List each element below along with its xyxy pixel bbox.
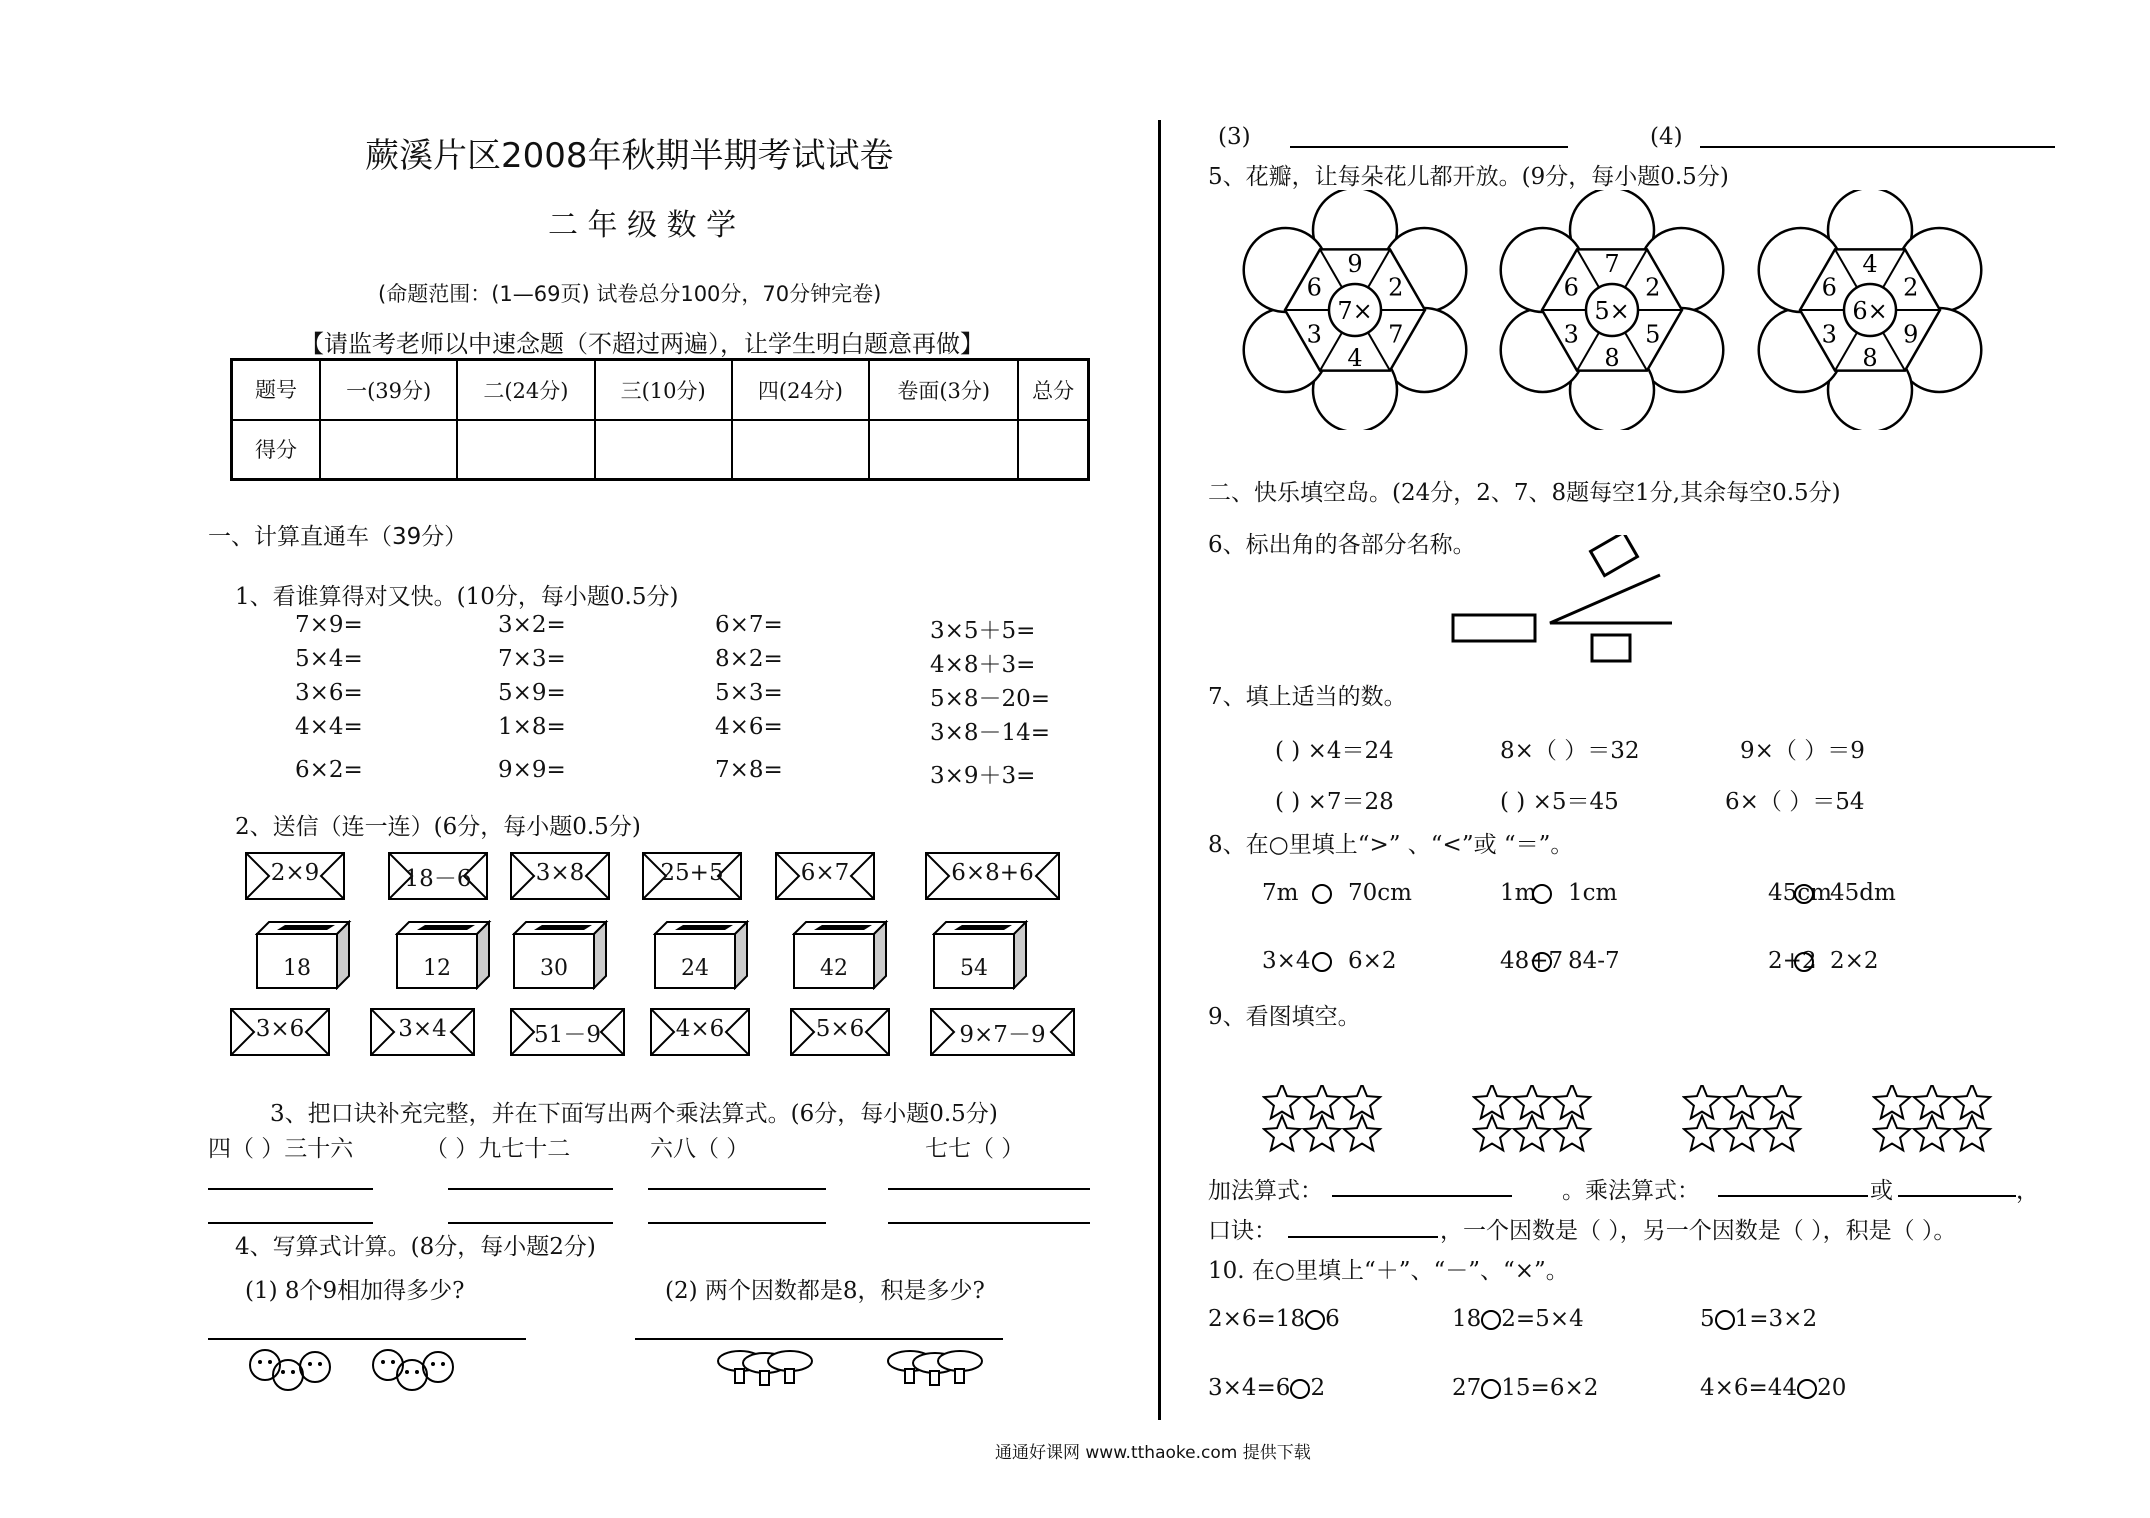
footer: 通通好课网 www.tthaoke.com 提供下载 [995, 1443, 1311, 1463]
answer-line[interactable] [1288, 1236, 1438, 1238]
score-header-label: 题号 [232, 360, 321, 420]
q9-or: 或 [1870, 1178, 1893, 1204]
flower-number: 8 [1862, 344, 1878, 372]
mushrooms-icon [710, 1345, 1010, 1390]
flower-diagram [1492, 190, 1732, 430]
flower-number: 2 [1388, 273, 1404, 302]
q10-problem [1700, 1306, 1817, 1332]
envelope-label: 4×6 [675, 1016, 725, 1042]
mailbox-label: 24 [681, 956, 709, 981]
q10-right: 15=6×2 [1501, 1375, 1599, 1401]
answer-line[interactable] [648, 1188, 826, 1190]
mailbox[interactable] [792, 920, 892, 990]
q1-problem: 3×2= [498, 612, 566, 638]
answer-circle[interactable] [1797, 1379, 1817, 1399]
q3-item: （ ）九七十二 [425, 1136, 571, 1162]
q7-item: ( ) ×5＝45 [1500, 789, 1619, 815]
q10-left: 5 [1700, 1306, 1715, 1332]
mailbox-label: 54 [960, 956, 988, 981]
answer-circle[interactable] [1305, 1310, 1325, 1330]
envelope-label: 9×7－9 [959, 1022, 1046, 1048]
q9-comma: ， [2016, 1178, 2039, 1204]
q6-title: 6、标出角的各部分名称。 [1208, 532, 1476, 558]
q7-title: 7、填上适当的数。 [1208, 684, 1407, 710]
star-group-icon [1262, 1085, 1387, 1155]
flower-number: 6 [1821, 273, 1837, 302]
flower-number: 7 [1604, 250, 1620, 278]
q4-label-4: (4) [1650, 124, 1683, 150]
flower-number: 6 [1563, 273, 1579, 302]
score-cell[interactable] [869, 420, 1018, 480]
mailbox[interactable] [395, 920, 495, 990]
q1-problem: 5×8－20= [930, 686, 1051, 712]
q10-problem [1452, 1375, 1598, 1401]
q1-problem: 5×3= [715, 680, 783, 706]
envelope-label: 6×7 [800, 860, 850, 886]
star-group-icon [1472, 1085, 1597, 1155]
answer-line[interactable] [208, 1338, 526, 1340]
score-header-cell: 二(24分) [457, 360, 594, 420]
section2-heading: 二、快乐填空岛。(24分，2、7、8题每空1分,其余每空0.5分) [1208, 480, 1841, 506]
page-title: 蕨溪片区2008年秋期半期考试试卷 [365, 136, 894, 176]
q1-problem: 5×4= [295, 646, 363, 672]
q1-problem: 6×7= [715, 612, 783, 638]
envelope[interactable] [650, 1008, 750, 1056]
q8-left: 3×4 [1262, 948, 1311, 974]
answer-line[interactable] [888, 1188, 1090, 1190]
q3-item: 七七（ ） [925, 1136, 1025, 1162]
flower-number: 9 [1903, 320, 1919, 349]
score-cell[interactable] [457, 420, 594, 480]
envelope[interactable] [230, 1008, 330, 1056]
q9-add-label: 加法算式： [1208, 1178, 1323, 1204]
flower-number: 7 [1388, 320, 1404, 349]
envelope-label: 18－6 [404, 866, 472, 892]
q10-right: 6 [1325, 1306, 1340, 1332]
mailbox[interactable] [653, 920, 753, 990]
flower-number: 3 [1306, 320, 1322, 349]
envelope-label: 51－9 [534, 1022, 601, 1048]
q10-left: 3×4=6 [1208, 1375, 1291, 1401]
answer-line[interactable] [648, 1222, 826, 1224]
page-subtitle: 二 年 级 数 学 [548, 208, 737, 243]
angle-diagram [1450, 535, 1680, 665]
q4-part2: (2) 两个因数都是8，积是多少? [665, 1278, 985, 1304]
score-header-cell: 卷面(3分) [869, 360, 1018, 420]
answer-circle[interactable] [1532, 884, 1552, 904]
answer-circle[interactable] [1715, 1310, 1735, 1330]
flower-number: 6 [1306, 273, 1322, 302]
flower-number: 2 [1903, 273, 1919, 302]
envelope[interactable] [790, 1008, 890, 1056]
score-cell[interactable] [320, 420, 457, 480]
mailbox[interactable] [932, 920, 1032, 990]
q1-problem: 9×9= [498, 757, 566, 783]
q3-title: 3、把口诀补充完整，并在下面写出两个乘法算式。(6分，每小题0.5分) [270, 1101, 998, 1127]
q4-part1: (1) 8个9相加得多少? [245, 1278, 465, 1304]
answer-line[interactable] [208, 1222, 373, 1224]
score-table [230, 358, 1090, 481]
mailbox[interactable] [512, 920, 612, 990]
q9-title: 9、看图填空。 [1208, 1004, 1361, 1030]
q10-left: 27 [1452, 1375, 1482, 1401]
q8-right: 6×2 [1348, 948, 1397, 974]
score-header-cell: 三(10分) [595, 360, 732, 420]
mailbox-label: 42 [820, 956, 848, 981]
answer-line[interactable] [448, 1188, 613, 1190]
answer-circle[interactable] [1481, 1379, 1501, 1399]
envelope-label: 25+5 [660, 860, 724, 886]
answer-circle[interactable] [1532, 952, 1552, 972]
answer-line[interactable] [888, 1222, 1090, 1224]
q3-item: 六八（ ） [650, 1136, 750, 1162]
section1-heading: 一、计算直通车（39分） [208, 524, 468, 550]
envelope-label: 6×8+6 [951, 860, 1034, 886]
q10-problem [1700, 1375, 1846, 1401]
q7-item: 6×（ ）＝54 [1725, 789, 1865, 815]
q1-problem: 4×4= [295, 714, 363, 740]
flower-center: 6× [1852, 297, 1888, 325]
mailbox-label: 12 [423, 956, 451, 981]
flower-number: 4 [1347, 344, 1363, 372]
label-box[interactable] [1591, 535, 1638, 576]
label-box[interactable] [1592, 635, 1630, 661]
exam-scope: (命题范围：(1—69页) 试卷总分100分，70分钟完卷) [378, 282, 882, 306]
envelope-label: 3×6 [255, 1016, 305, 1042]
envelope[interactable] [510, 1008, 625, 1056]
label-box[interactable] [1453, 615, 1535, 641]
score-header-cell: 四(24分) [732, 360, 869, 420]
q4-label-3: (3) [1218, 124, 1251, 150]
answer-circle[interactable] [1290, 1379, 1310, 1399]
score-cell[interactable] [732, 420, 869, 480]
answer-line[interactable] [448, 1222, 613, 1224]
score-cell[interactable] [595, 420, 732, 480]
score-row-label: 得分 [232, 420, 321, 480]
proctor-notice: 【请监考老师以中速念题（不超过两遍），让学生明白题意再做】 [300, 330, 984, 358]
envelope[interactable] [925, 852, 1060, 900]
answer-line[interactable] [635, 1338, 1003, 1340]
q5-title: 5、花瓣，让每朵花儿都开放。(9分，每小题0.5分) [1208, 164, 1729, 190]
q10-left: 4×6=44 [1700, 1375, 1798, 1401]
q10-left: 18 [1452, 1306, 1482, 1332]
q1-problem: 6×2= [295, 757, 363, 783]
q1-title: 1、看谁算得对又快。(10分，每小题0.5分) [235, 584, 679, 610]
q8-left: 45cm [1768, 880, 1832, 906]
q3-item: 四（ ）三十六 [208, 1136, 354, 1162]
answer-line[interactable] [1332, 1195, 1512, 1197]
mailbox-label: 18 [283, 956, 311, 981]
q9-mult-label: 。乘法算式： [1562, 1178, 1700, 1204]
q7-item: ( ) ×4＝24 [1275, 738, 1394, 764]
q10-problem [1452, 1306, 1584, 1332]
flower-number: 2 [1645, 273, 1661, 302]
mailbox[interactable] [255, 920, 355, 990]
envelope[interactable] [642, 852, 742, 900]
envelope-label: 5×6 [815, 1016, 865, 1042]
q10-right: 20 [1817, 1375, 1847, 1401]
score-cell[interactable] [1018, 420, 1088, 480]
q8-left: 1m [1500, 880, 1537, 906]
flower-number: 9 [1347, 250, 1363, 278]
q9-factor-text: ，一个因数是（ ），另一个因数是（ ），积是（ ）。 [1440, 1218, 1957, 1244]
q8-right: 70cm [1348, 880, 1412, 906]
q7-item: 9×（ ）＝9 [1740, 738, 1865, 764]
star-group-icon [1682, 1085, 1807, 1155]
q10-right: 2=5×4 [1501, 1306, 1584, 1332]
q8-right: 45dm [1830, 880, 1896, 906]
q8-right: 84-7 [1568, 948, 1620, 974]
q1-problem: 4×6= [715, 714, 783, 740]
q9-kj-label: 口诀： [1208, 1218, 1277, 1244]
answer-line[interactable] [1898, 1195, 2016, 1197]
q8-right: 2×2 [1830, 948, 1879, 974]
q1-problem: 5×9= [498, 680, 566, 706]
q1-problem: 3×5＋5= [930, 618, 1036, 644]
envelope-label: 2×9 [270, 860, 320, 886]
answer-line[interactable] [208, 1188, 373, 1190]
envelope[interactable] [930, 1008, 1075, 1056]
smiley-faces-icon [240, 1345, 480, 1395]
flower-number: 4 [1862, 250, 1878, 278]
answer-circle[interactable] [1481, 1310, 1501, 1330]
flower-number: 3 [1563, 320, 1579, 349]
q1-problem: 1×8= [498, 714, 566, 740]
q1-problem: 7×8= [715, 757, 783, 783]
q4-title: 4、写算式计算。(8分，每小题2分) [235, 1234, 596, 1260]
answer-line[interactable] [1718, 1195, 1868, 1197]
q7-item: 8×（ ）＝32 [1500, 738, 1640, 764]
mailbox-label: 30 [540, 956, 568, 981]
answer-circle[interactable] [1794, 952, 1814, 972]
q1-problem: 7×3= [498, 646, 566, 672]
flower-diagram [1750, 190, 1990, 430]
answer-circle[interactable] [1312, 952, 1332, 972]
flower-center: 7× [1337, 297, 1373, 325]
flower-diagram [1235, 190, 1475, 430]
answer-circle[interactable] [1312, 884, 1332, 904]
q8-left: 2+2 [1768, 948, 1817, 974]
q10-right: 1=3×2 [1734, 1306, 1818, 1332]
flower-number: 8 [1604, 344, 1620, 372]
q10-title: 10. 在○里填上“＋”、“－”、“×”。 [1208, 1258, 1569, 1284]
q10-problem [1208, 1306, 1340, 1332]
answer-line[interactable] [1290, 146, 1568, 148]
score-header-cell: 总分 [1018, 360, 1088, 420]
q8-title: 8、在○里填上“>” 、“<”或 “＝”。 [1208, 832, 1574, 858]
star-group-icon [1872, 1085, 1997, 1155]
q8-right: 1cm [1568, 880, 1618, 906]
envelope[interactable] [510, 852, 610, 900]
q8-left: 7m [1262, 880, 1299, 906]
q1-problem: 8×2= [715, 646, 783, 672]
q7-item: ( ) ×7＝28 [1275, 789, 1394, 815]
answer-line[interactable] [1700, 146, 2055, 148]
q10-left: 2×6=18 [1208, 1306, 1306, 1332]
q1-problem: 4×8＋3= [930, 652, 1036, 678]
q1-problem: 3×6= [295, 680, 363, 706]
answer-circle[interactable] [1794, 884, 1814, 904]
q10-problem [1208, 1375, 1325, 1401]
envelope[interactable] [775, 852, 875, 900]
q8-left: 48+7 [1500, 948, 1564, 974]
envelope[interactable] [370, 1008, 475, 1056]
envelope[interactable] [245, 852, 345, 900]
envelope[interactable] [388, 852, 488, 900]
flower-number: 3 [1821, 320, 1837, 349]
q10-right: 2 [1310, 1375, 1326, 1401]
q1-problem: 3×9＋3= [930, 763, 1036, 789]
q2-title: 2、送信（连一连）(6分，每小题0.5分) [235, 814, 641, 840]
column-divider [1158, 120, 1161, 1420]
envelope-label: 3×8 [535, 860, 585, 886]
envelope-label: 3×4 [398, 1016, 447, 1042]
q1-problem: 7×9= [295, 612, 363, 638]
q1-problem: 3×8－14= [930, 720, 1051, 746]
score-header-cell: 一(39分) [320, 360, 457, 420]
flower-number: 5 [1645, 320, 1661, 349]
flower-center: 5× [1594, 297, 1630, 325]
